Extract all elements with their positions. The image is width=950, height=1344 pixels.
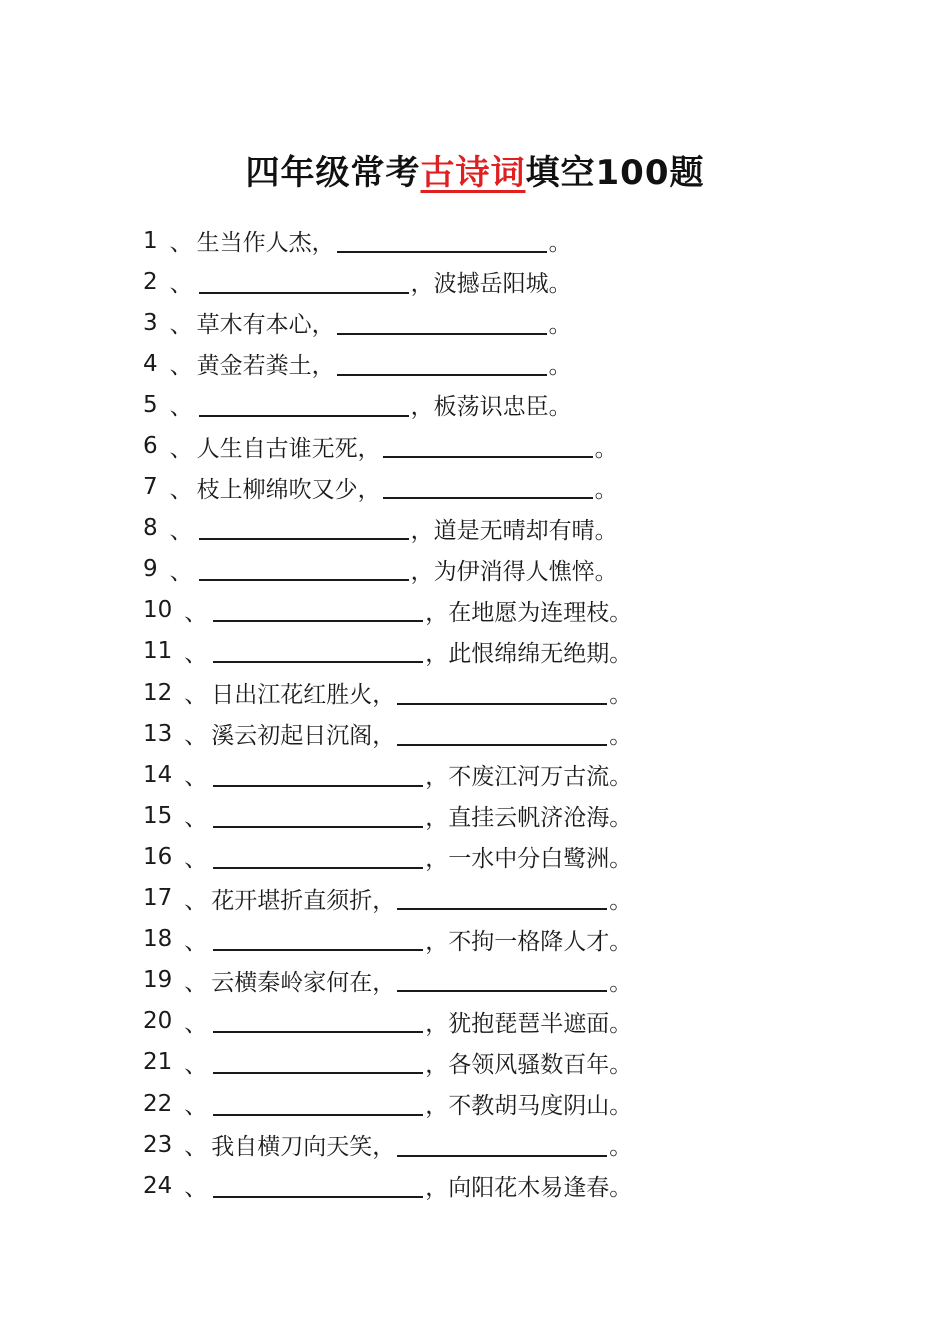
question-item — [143, 467, 632, 508]
question-number: 8 — [143, 515, 158, 542]
question-text-after: ，不拘一格降人才。 — [425, 928, 633, 955]
question-separator: 、 — [184, 1175, 208, 1202]
question-item — [143, 960, 632, 1001]
answer-blank[interactable] — [213, 841, 423, 869]
question-separator: 、 — [184, 1093, 208, 1120]
question-item — [143, 836, 632, 877]
question-text-before: 云横秦岭家何在， — [211, 969, 396, 996]
answer-blank[interactable] — [337, 307, 547, 335]
question-number: 2 — [143, 268, 158, 295]
question-text-after: 。 — [548, 230, 572, 257]
question-item — [143, 878, 632, 919]
question-item — [143, 713, 632, 754]
question-text-before: 溪云初起日沉阁， — [211, 723, 396, 750]
question-item — [143, 343, 632, 384]
question-separator: 、 — [184, 969, 208, 996]
question-separator: 、 — [184, 599, 208, 626]
answer-blank[interactable] — [397, 882, 607, 910]
question-text-before: 我自横刀向天笑， — [211, 1134, 396, 1161]
answer-blank[interactable] — [397, 718, 607, 746]
question-text-after: ，不教胡马度阴山。 — [425, 1093, 633, 1120]
question-item — [143, 220, 632, 261]
question-text-after: ，此恨绵绵无绝期。 — [425, 640, 633, 667]
question-item — [143, 549, 632, 590]
question-number: 22 — [143, 1090, 173, 1117]
question-text-after: ，犹抱琵琶半遮面。 — [425, 1010, 633, 1037]
question-item — [143, 261, 632, 302]
answer-blank[interactable] — [213, 594, 423, 622]
question-separator: 、 — [169, 230, 193, 257]
question-text-before: 草木有本心， — [196, 312, 335, 339]
question-separator: 、 — [184, 928, 208, 955]
answer-blank[interactable] — [397, 677, 607, 705]
title-suffix: 填空100题 — [525, 152, 705, 193]
question-number: 20 — [143, 1008, 173, 1035]
question-list — [143, 220, 632, 1206]
question-text-before: 枝上柳绵吹又少， — [196, 476, 381, 503]
question-number: 11 — [143, 638, 173, 665]
question-number: 19 — [143, 967, 173, 994]
question-text-after: 。 — [594, 476, 618, 503]
question-number: 5 — [143, 391, 158, 418]
question-text-before: 日出江花红胜火， — [211, 682, 396, 709]
question-number: 1 — [143, 227, 158, 254]
question-text-after: ，道是无晴却有晴。 — [410, 517, 618, 544]
question-item — [143, 425, 632, 466]
question-text-before: 生当作人杰， — [196, 230, 335, 257]
question-separator: 、 — [184, 1010, 208, 1037]
answer-blank[interactable] — [337, 348, 547, 376]
question-separator: 、 — [184, 1051, 208, 1078]
question-separator: 、 — [184, 805, 208, 832]
question-number: 24 — [143, 1172, 173, 1199]
question-number: 6 — [143, 433, 158, 460]
question-text-after: ，向阳花木易逢春。 — [425, 1175, 633, 1202]
question-item — [143, 302, 632, 343]
question-text-after: ，各领风骚数百年。 — [425, 1051, 633, 1078]
question-number: 23 — [143, 1131, 173, 1158]
question-item — [143, 590, 632, 631]
question-separator: 、 — [184, 846, 208, 873]
answer-blank[interactable] — [213, 923, 423, 951]
question-item — [143, 508, 632, 549]
question-item — [143, 1124, 632, 1165]
question-separator: 、 — [169, 476, 193, 503]
question-text-after: ，一水中分白鹭洲。 — [425, 846, 633, 873]
question-text-after: 。 — [609, 723, 633, 750]
question-item — [143, 919, 632, 960]
question-number: 10 — [143, 597, 173, 624]
answer-blank[interactable] — [213, 635, 423, 663]
question-text-after: ，为伊消得人憔悴。 — [410, 558, 618, 585]
question-separator: 、 — [169, 517, 193, 544]
question-text-after: 。 — [548, 312, 572, 339]
answer-blank[interactable] — [397, 1129, 607, 1157]
page-title — [0, 145, 950, 194]
answer-blank[interactable] — [213, 1088, 423, 1116]
question-number: 4 — [143, 350, 158, 377]
question-number: 15 — [143, 802, 173, 829]
answer-blank[interactable] — [397, 964, 607, 992]
question-number: 16 — [143, 843, 173, 870]
answer-blank[interactable] — [199, 553, 409, 581]
question-text-after: 。 — [609, 682, 633, 709]
question-text-after: ，直挂云帆济沧海。 — [425, 805, 633, 832]
answer-blank[interactable] — [213, 1046, 423, 1074]
title-prefix: 四年级常考 — [245, 152, 421, 193]
question-number: 7 — [143, 474, 158, 501]
question-text-before: 黄金若粪土， — [196, 353, 335, 380]
question-item — [143, 1001, 632, 1042]
question-separator: 、 — [184, 887, 208, 914]
question-text-after: 。 — [594, 435, 618, 462]
title-highlight: 古诗词 — [420, 152, 526, 193]
question-text-after: ，在地愿为连理枝。 — [425, 599, 633, 626]
answer-blank[interactable] — [337, 225, 547, 253]
answer-blank[interactable] — [383, 471, 593, 499]
question-text-after: ，不废江河万古流。 — [425, 764, 633, 791]
question-text-after: 。 — [609, 969, 633, 996]
answer-blank[interactable] — [199, 512, 409, 540]
question-number: 12 — [143, 679, 173, 706]
question-separator: 、 — [184, 723, 208, 750]
question-number: 3 — [143, 309, 158, 336]
question-separator: 、 — [184, 682, 208, 709]
answer-blank[interactable] — [213, 800, 423, 828]
question-text-after: 。 — [548, 353, 572, 380]
question-separator: 、 — [169, 353, 193, 380]
question-item — [143, 1165, 632, 1206]
question-text-before: 花开堪折直须折， — [211, 887, 396, 914]
question-number: 14 — [143, 761, 173, 788]
question-number: 13 — [143, 720, 173, 747]
answer-blank[interactable] — [383, 430, 593, 458]
question-item — [143, 795, 632, 836]
question-number: 21 — [143, 1049, 173, 1076]
question-separator: 、 — [184, 640, 208, 667]
question-text-before: 人生自古谁无死， — [196, 435, 381, 462]
question-separator: 、 — [169, 394, 193, 421]
question-number: 9 — [143, 556, 158, 583]
answer-blank[interactable] — [213, 1005, 423, 1033]
answer-blank[interactable] — [199, 389, 409, 417]
question-item — [143, 1042, 632, 1083]
question-text-after: 。 — [609, 887, 633, 914]
question-separator: 、 — [169, 312, 193, 339]
question-separator: 、 — [184, 1134, 208, 1161]
question-item — [143, 1083, 632, 1124]
question-item — [143, 631, 632, 672]
question-number: 17 — [143, 885, 173, 912]
question-separator: 、 — [169, 558, 193, 585]
answer-blank[interactable] — [213, 1170, 423, 1198]
question-number: 18 — [143, 926, 173, 953]
question-text-after: 。 — [609, 1134, 633, 1161]
question-text-after: ，波撼岳阳城。 — [410, 271, 572, 298]
question-separator: 、 — [184, 764, 208, 791]
question-item — [143, 384, 632, 425]
answer-blank[interactable] — [199, 266, 409, 294]
question-item — [143, 672, 632, 713]
question-item — [143, 754, 632, 795]
question-separator: 、 — [169, 271, 193, 298]
question-separator: 、 — [169, 435, 193, 462]
answer-blank[interactable] — [213, 759, 423, 787]
question-text-after: ，板荡识忠臣。 — [410, 394, 572, 421]
